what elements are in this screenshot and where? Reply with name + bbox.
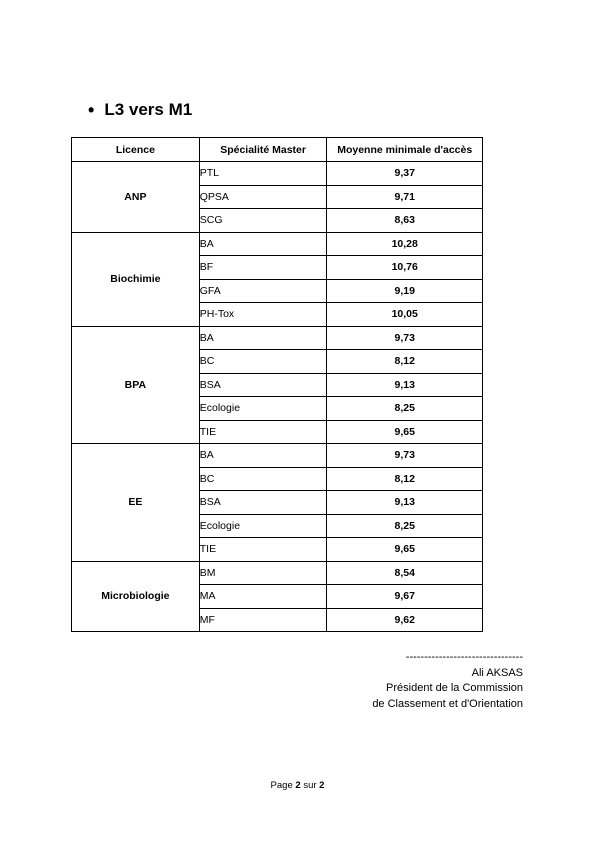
table-body <box>72 162 483 632</box>
specialite-cell: TIE <box>199 538 327 562</box>
licence-cell: ANP <box>72 162 200 233</box>
moyenne-cell: 8,25 <box>327 397 483 421</box>
moyenne-cell: 10,05 <box>327 303 483 327</box>
moyenne-cell: 9,62 <box>327 608 483 632</box>
specialite-cell: QPSA <box>199 185 327 209</box>
specialite-cell: BSA <box>199 373 327 397</box>
licence-cell: BPA <box>72 326 200 444</box>
moyenne-cell: 10,76 <box>327 256 483 280</box>
specialite-cell: SCG <box>199 209 327 233</box>
section-title: L3 vers M1 <box>104 100 193 119</box>
moyenne-cell: 8,25 <box>327 514 483 538</box>
header-licence: Licence <box>72 138 200 162</box>
signatory-title-2: de Classement et d'Orientation <box>372 697 523 710</box>
moyenne-cell: 9,71 <box>327 185 483 209</box>
signatory-title-1: Président de la Commission <box>386 682 523 694</box>
table-row <box>72 232 483 256</box>
header-moyenne: Moyenne minimale d'accès <box>327 138 483 162</box>
specialite-cell: BA <box>199 326 327 350</box>
admission-table <box>71 137 483 632</box>
moyenne-cell: 8,12 <box>327 350 483 374</box>
moyenne-cell: 9,67 <box>327 585 483 609</box>
table-row <box>72 444 483 468</box>
footer-middle: sur <box>303 780 317 791</box>
specialite-cell: BM <box>199 561 327 585</box>
specialite-cell: TIE <box>199 420 327 444</box>
moyenne-cell: 9,65 <box>327 420 483 444</box>
specialite-cell: MF <box>199 608 327 632</box>
moyenne-cell: 9,19 <box>327 279 483 303</box>
moyenne-cell: 9,73 <box>327 444 483 468</box>
moyenne-cell: 8,12 <box>327 467 483 491</box>
specialite-cell: BSA <box>199 491 327 515</box>
footer-prefix: Page <box>270 780 293 791</box>
specialite-cell: BC <box>199 350 327 374</box>
specialite-cell: BA <box>199 232 327 256</box>
moyenne-cell: 9,37 <box>327 162 483 186</box>
moyenne-cell: 10,28 <box>327 232 483 256</box>
specialite-cell: BA <box>199 444 327 468</box>
specialite-cell: GFA <box>199 279 327 303</box>
moyenne-cell: 9,73 <box>327 326 483 350</box>
page-footer <box>0 780 595 791</box>
licence-cell: Microbiologie <box>72 561 200 632</box>
specialite-cell: BC <box>199 467 327 491</box>
specialite-cell: Ecologie <box>199 397 327 421</box>
signature-block <box>372 650 523 712</box>
header-specialite: Spécialité Master <box>199 138 327 162</box>
table-row <box>72 326 483 350</box>
specialite-cell: MA <box>199 585 327 609</box>
footer-current-page: 2 <box>295 780 301 791</box>
moyenne-cell: 9,13 <box>327 373 483 397</box>
table-header-row <box>72 138 483 162</box>
table-row <box>72 561 483 585</box>
section-heading <box>88 100 192 120</box>
specialite-cell: BF <box>199 256 327 280</box>
moyenne-cell: 9,65 <box>327 538 483 562</box>
bullet-icon: • <box>88 100 95 120</box>
specialite-cell: Ecologie <box>199 514 327 538</box>
licence-cell: EE <box>72 444 200 562</box>
signatory-name: Ali AKSAS <box>471 666 523 679</box>
table-row <box>72 162 483 186</box>
specialite-cell: PTL <box>199 162 327 186</box>
signature-line: -------------------------------- <box>405 651 523 663</box>
moyenne-cell: 8,63 <box>327 209 483 233</box>
moyenne-cell: 8,54 <box>327 561 483 585</box>
specialite-cell: PH-Tox <box>199 303 327 327</box>
licence-cell: Biochimie <box>72 232 200 326</box>
moyenne-cell: 9,13 <box>327 491 483 515</box>
footer-total-pages: 2 <box>319 780 325 791</box>
